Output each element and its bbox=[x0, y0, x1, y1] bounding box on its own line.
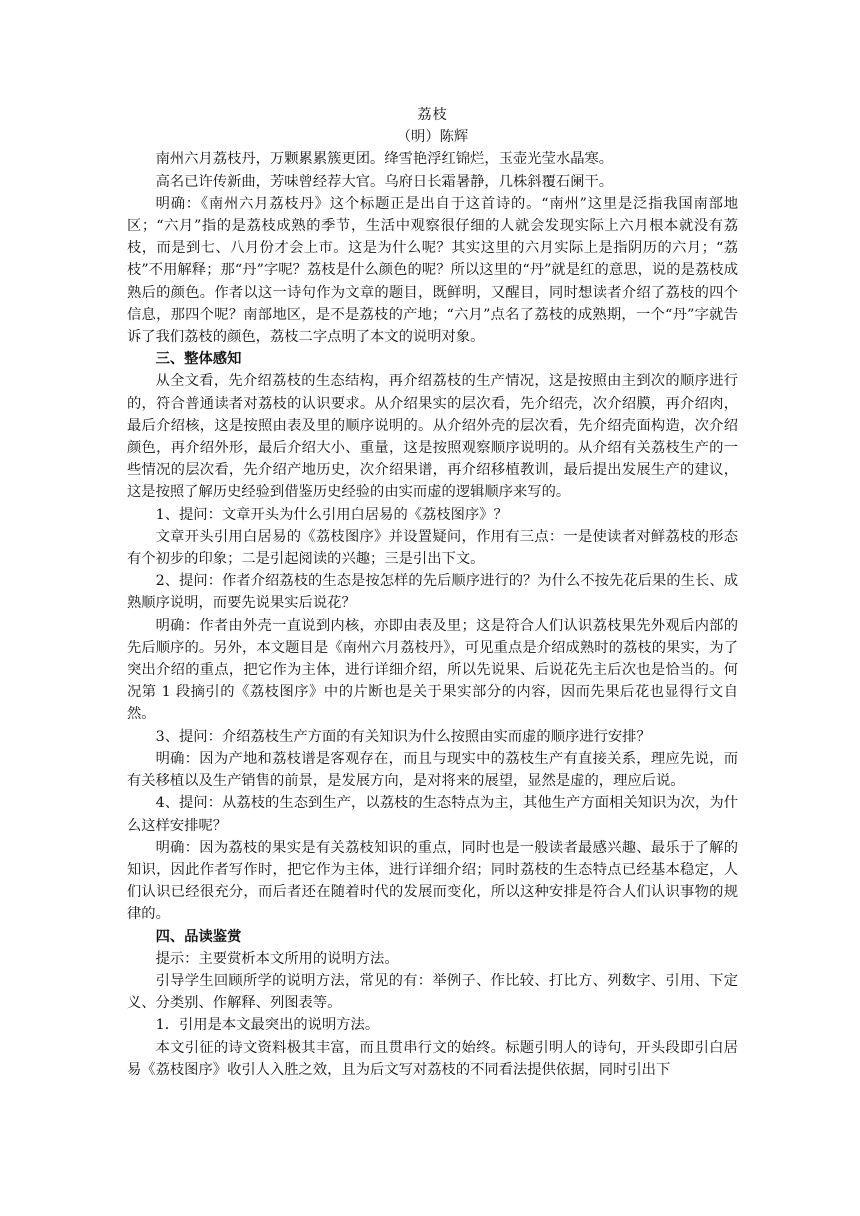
paragraph: 明确：因为荔枝的果实是有关荔枝知识的重点，同时也是一般读者最感兴趣、最乐于了解的知识，因此作者写作时，把它作为主体，进行详细介绍；同时荔枝的生态特点已经基本稳定，人们认识已经很充分，而后者还在随着时代的发展而变化，所以这种安排是符合人们认识事物的规律的。 bbox=[127, 839, 738, 923]
paragraph: 本文引征的诗文资料极其丰富，而且贯串行文的始终。标题引明人的诗句，开头段即引白居易《荔枝图序》收引人入胜之效，且为后文写对荔枝的不同看法提供依据，同时引出下 bbox=[127, 1039, 738, 1078]
document-author: （明）陈辉 bbox=[396, 129, 469, 146]
paragraph: 4、提问：从荔枝的生态到生产，以荔枝的生态特点为主，其他生产方面相关知识为次，为什么这样安排呢？ bbox=[127, 795, 738, 834]
paragraph: 引导学生回顾所学的说明方法，常见的有：举例子、作比较、打比方、列数字、引用、下定义、分类别、作解释、列图表等。 bbox=[127, 972, 738, 1012]
document-body bbox=[127, 104, 738, 1081]
paragraph: 提示：主要赏析本文所用的说明方法。 bbox=[155, 950, 399, 967]
paragraph: 从全文看，先介绍荔枝的生态结构，再介绍荔枝的生产情况，这是按照由主到次的顺序进行的，符合普通读者对荔枝的认识要求。从介绍果实的层次看，先介绍壳，次介绍膜，再介绍肉，最后介绍核，这是按照由表及里的顺序说明的。从介绍外壳的层次看，先介绍壳面构造，次介绍颜色，再介绍外形，最后介绍大小、重量，这是按照观察顺序说明的。从介绍有关荔枝生产的一些情况的层次看，先介绍产地历史，次介绍果谱，再介绍移植教训，最后提出发展生产的建议，这是按照了解历史经验到借鉴历史经验的由实而虚的逻辑顺序来写的。 bbox=[127, 373, 738, 501]
paragraph: 明确：作者由外壳一直说到内核，亦即由表及里；这是符合人们认识荔枝果先外观后内部的先后顺序的。另外，本文题目是《南州六月荔枝丹》，可见重点是介绍成熟时的荔枝的果实，为了突出介绍的重点，把它作为主体，进行详细介绍，所以先说果、后说花先主后次也是恰当的。何况第 1 段摘引的《荔枝图序》中的片断也是关于果实部分的内容，因而先果后花也显得行文自然。 bbox=[127, 617, 738, 723]
paragraph: 1、提问：文章开头为什么引用白居易的《荔枝图序》？ bbox=[155, 506, 508, 523]
document-title: 荔枝 bbox=[417, 107, 448, 123]
paragraph: 2、提问：作者介绍荔枝的生态是按怎样的先后顺序进行的？为什么不按先花后果的生长、成熟顺序说明，而要先说果实后说花？ bbox=[127, 573, 738, 612]
paragraph: 明确：因为产地和荔枝谱是客观存在，而且与现实中的荔枝生产有直接关系，理应先说，而有关移植以及生产销售的前景，是发展方向，是对将来的展望，显然是虚的，理应后说。 bbox=[127, 750, 738, 790]
section-heading: 三、整体感知 bbox=[155, 351, 242, 368]
paragraph: 3、提问：介绍荔枝生产方面的有关知识为什么按照由实而虚的顺序进行安排？ bbox=[155, 728, 651, 745]
section-heading: 四、品读鉴赏 bbox=[155, 928, 242, 945]
paragraph-list bbox=[127, 148, 738, 1081]
paragraph: 明确：《南州六月荔枝丹》这个标题正是出自于这首诗的。“南州”这里是泛指我国南部地区；“六月”指的是荔枝成熟的季节，生活中观察很仔细的人就会发现实际上六月根本就没有荔枝，而是到七、八月份才会上市。这是为什么呢？其实这里的六月实际上是指阴历的六月；“荔枝”不用解释；那“丹”字呢？荔枝是什么颜色的呢？所以这里的“丹”就是红的意思，说的是荔枝成熟后的颜色。作者以这一诗句作为文章的题目，既鲜明，又醒目，同时想读者介绍了荔枝的四个信息，那四个呢？南部地区，是不是荔枝的产地；“六月”点名了荔枝的成熟期，一个“丹”字就告诉了我们荔枝的颜色，荔枝二字点明了本文的说明对象。 bbox=[127, 195, 738, 346]
poem-line: 南州六月荔枝丹，万颗累累簇更团。绛雪艳浮红锦烂，玉壶光莹水晶寒。 bbox=[155, 151, 614, 168]
poem-line: 高名已许传新曲，芳味曾经荐大官。乌府日长霜暑静，几株斜覆石阑干。 bbox=[155, 173, 614, 190]
paragraph: 1．引用是本文最突出的说明方法。 bbox=[155, 1017, 380, 1034]
paragraph: 文章开头引用白居易的《荔枝图序》并设置疑问，作用有三点：一是使读者对鲜荔枝的形态有个初步的印象；二是引起阅读的兴趣；三是引出下文。 bbox=[127, 528, 738, 568]
